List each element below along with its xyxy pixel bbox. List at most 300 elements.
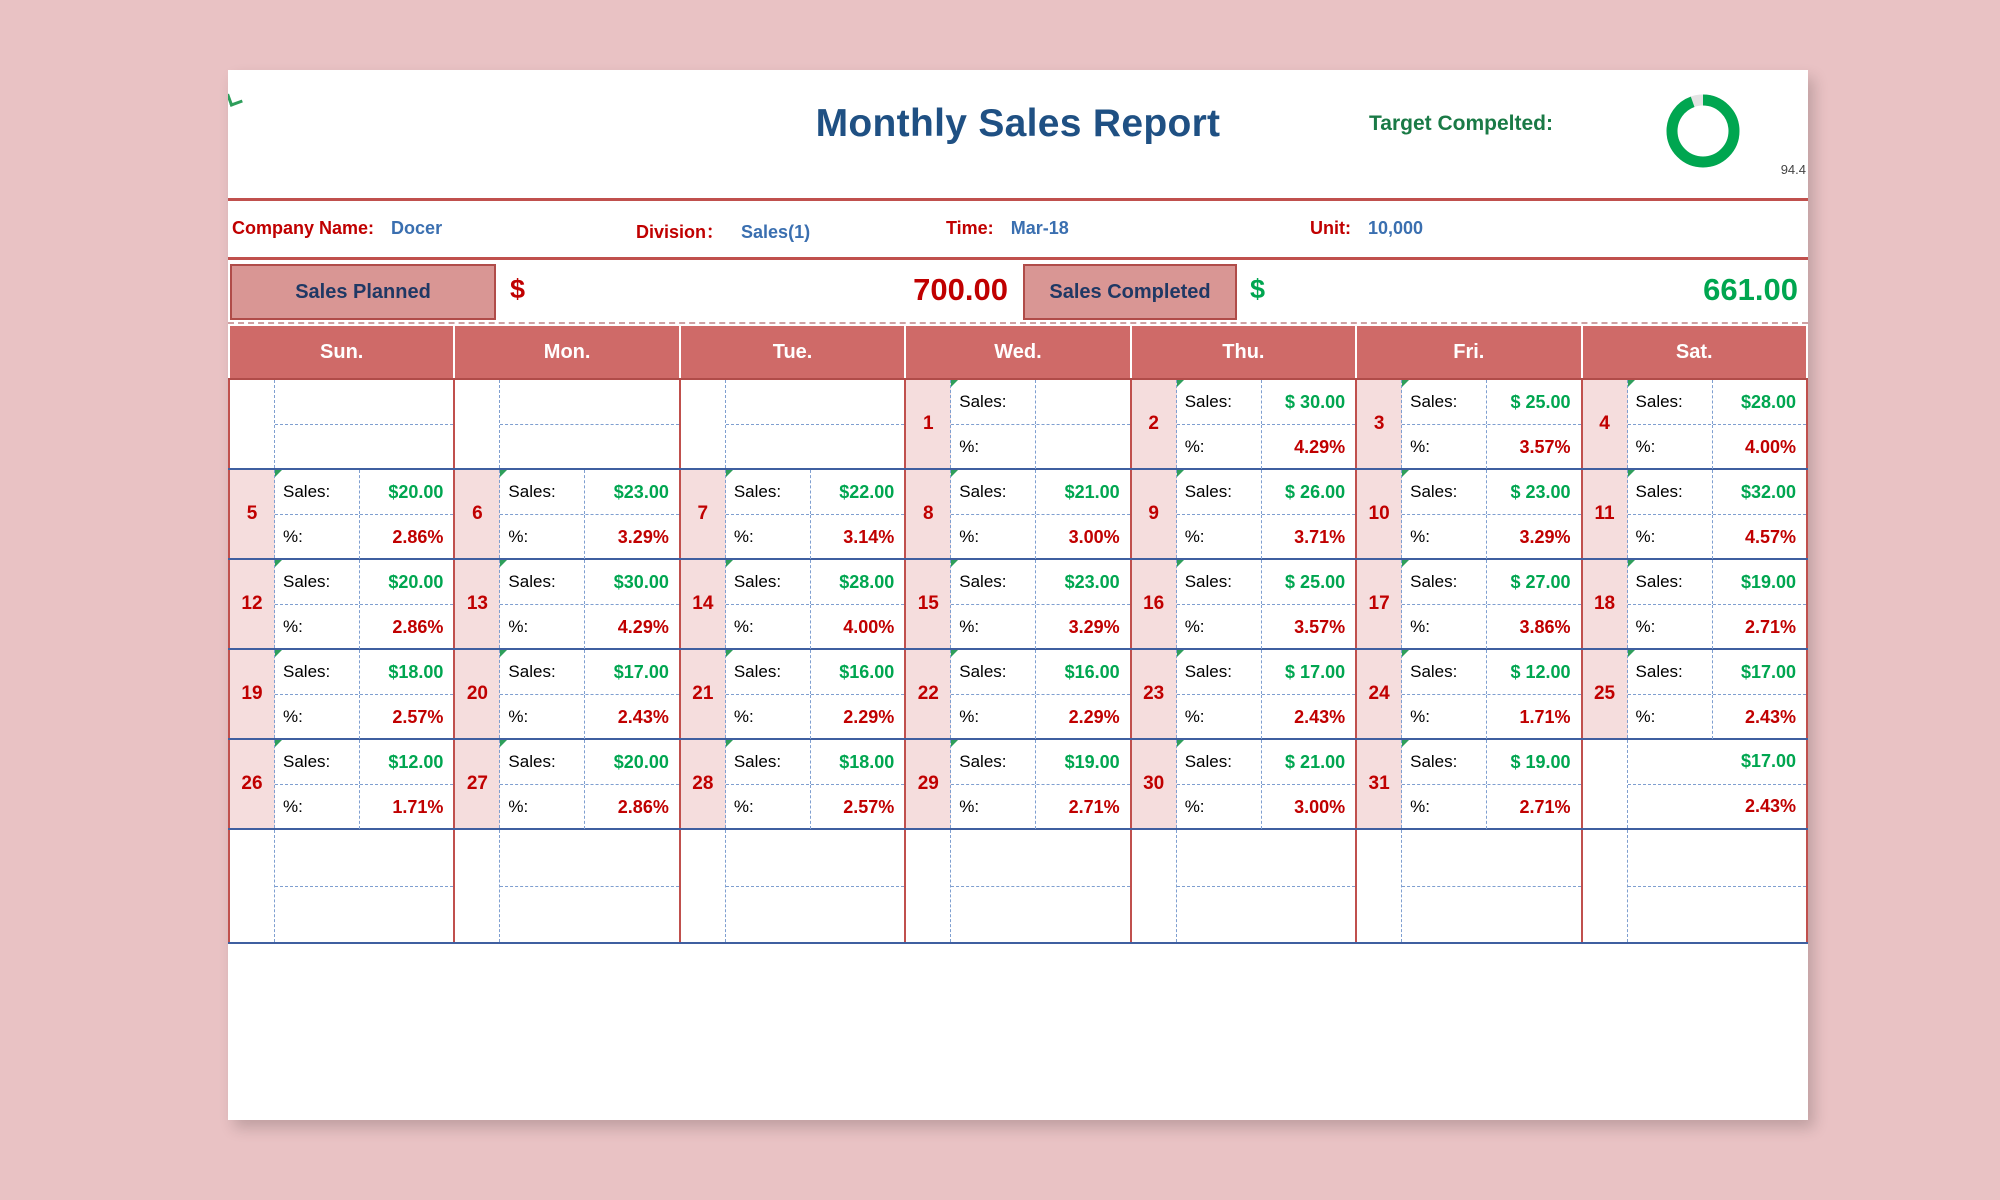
percent-value[interactable]: 4.29% (617, 616, 669, 637)
cell-field-row (275, 515, 453, 559)
cell-field-row (1177, 425, 1355, 469)
cell-field-row (951, 470, 1129, 515)
comment-marker-icon (1628, 560, 1635, 567)
calendar-week-row (229, 649, 1807, 739)
percent-label: %: (275, 695, 360, 739)
day-number: 29 (906, 740, 951, 828)
cell-field-row (726, 470, 904, 515)
sales-value[interactable]: $20.00 (388, 481, 444, 502)
percent-value[interactable]: 2.71% (1068, 796, 1120, 817)
cell-field-row (1177, 740, 1355, 785)
calendar-day-cell[interactable] (229, 559, 454, 649)
calendar-day-cell[interactable] (680, 379, 905, 469)
percent-label: %: (951, 695, 1036, 739)
sales-label: Sales: (1628, 380, 1713, 424)
day-number: 10 (1357, 470, 1402, 558)
calendar-day-cell[interactable] (1131, 559, 1356, 649)
cell-field-row (1402, 470, 1580, 515)
calendar-day-cell[interactable] (680, 739, 905, 829)
comment-marker-icon (1177, 380, 1184, 387)
percent-value[interactable]: 2.43% (1744, 706, 1796, 727)
day-number (1132, 830, 1177, 942)
cell-field-row (951, 515, 1129, 559)
cell-field-row (1177, 515, 1355, 559)
percent-value[interactable]: 4.29% (1294, 436, 1346, 457)
percent-value[interactable]: 4.00% (843, 616, 895, 637)
calendar-day-cell[interactable] (229, 379, 454, 469)
calendar-header-row (229, 325, 1807, 379)
cell-field-row (726, 605, 904, 649)
sales-value[interactable]: $ 27.00 (1510, 571, 1571, 592)
comment-marker-icon (1177, 740, 1184, 747)
percent-value[interactable]: 4.00% (1744, 436, 1796, 457)
percent-value[interactable]: 2.86% (392, 616, 444, 637)
comment-marker-icon (726, 560, 733, 567)
percent-label: %: (1177, 695, 1262, 739)
calendar-day-cell[interactable] (1582, 469, 1807, 559)
calendar-day-cell[interactable] (1356, 379, 1581, 469)
percent-value[interactable]: 2.57% (392, 706, 444, 727)
sales-value[interactable]: $ 12.00 (1510, 661, 1571, 682)
comment-marker-icon (500, 560, 507, 567)
comment-marker-icon (500, 740, 507, 747)
cell-field-row (500, 740, 678, 785)
cell-field-row (275, 470, 453, 515)
calendar-day-cell[interactable] (1582, 829, 1807, 943)
percent-value[interactable]: 3.86% (1519, 616, 1571, 637)
calendar-day-cell[interactable] (1356, 469, 1581, 559)
calendar-day-cell[interactable] (680, 469, 905, 559)
day-number (1583, 830, 1628, 942)
sales-value[interactable]: $21.00 (1064, 481, 1120, 502)
day-number: 5 (230, 470, 275, 558)
calendar-day-cell[interactable] (905, 829, 1130, 943)
calendar-day-cell[interactable] (1131, 649, 1356, 739)
comment-marker-icon (1628, 380, 1635, 387)
calendar-day-cell[interactable] (454, 379, 679, 469)
cell-field-row (1402, 560, 1580, 605)
sales-label: Sales: (1628, 560, 1713, 604)
cell-field-row (951, 425, 1129, 469)
percent-value[interactable]: 2.43% (1294, 706, 1346, 727)
sales-value[interactable]: $18.00 (388, 661, 444, 682)
calendar-day-cell[interactable] (1131, 739, 1356, 829)
calendar-day-cell[interactable] (1356, 739, 1581, 829)
sales-value[interactable]: $ 19.00 (1510, 751, 1571, 772)
calendar-day-cell[interactable] (1131, 379, 1356, 469)
sales-label: Sales: (1402, 380, 1487, 424)
cell-field-row (1177, 650, 1355, 695)
percent-label: %: (500, 515, 585, 559)
percent-value[interactable]: 2.71% (1744, 616, 1796, 637)
percent-value[interactable]: 1.71% (392, 796, 444, 817)
cell-field-row (275, 695, 453, 739)
calendar-day-cell[interactable] (1356, 829, 1581, 943)
comment-marker-icon (1628, 470, 1635, 477)
day-number: 26 (230, 740, 275, 828)
weekday-header-sat: Sat. (1582, 325, 1807, 379)
day-number (906, 830, 951, 942)
time-label: Time: (946, 218, 994, 238)
comment-marker-icon (500, 470, 507, 477)
day-number: 17 (1357, 560, 1402, 648)
sales-planned-label: Sales Planned (230, 264, 496, 320)
percent-value[interactable]: 2.86% (392, 526, 444, 547)
calendar-day-cell[interactable] (680, 559, 905, 649)
day-number: 9 (1132, 470, 1177, 558)
percent-label: %: (1177, 425, 1262, 469)
day-number (230, 380, 275, 468)
calendar-day-cell[interactable] (454, 649, 679, 739)
company-name-field (232, 218, 442, 239)
comment-marker-icon (1177, 560, 1184, 567)
cell-field-row (500, 695, 678, 739)
calendar-week-row (229, 469, 1807, 559)
target-completed-label: Target Compelted: (1369, 112, 1553, 135)
percent-value[interactable]: 1.71% (1519, 706, 1571, 727)
day-number: 18 (1583, 560, 1628, 648)
calendar-day-cell[interactable] (454, 829, 679, 943)
sales-label: Sales: (500, 650, 585, 694)
time-value[interactable]: Mar-18 (1010, 218, 1069, 238)
percent-label: %: (951, 425, 1036, 469)
sales-label: Sales: (500, 470, 585, 514)
calendar-day-cell[interactable] (229, 649, 454, 739)
day-number: 6 (455, 470, 500, 558)
percent-label: %: (1628, 425, 1713, 469)
percent-value[interactable]: 3.00% (1294, 796, 1346, 817)
day-number: 13 (455, 560, 500, 648)
sales-value[interactable]: $23.00 (1064, 571, 1120, 592)
percent-label: %: (726, 515, 811, 559)
sales-label: Sales: (1402, 740, 1487, 784)
calendar-week-row (229, 559, 1807, 649)
percent-value[interactable]: 3.29% (1519, 526, 1571, 547)
calendar-day-cell[interactable] (1356, 649, 1581, 739)
sales-value[interactable]: $17.00 (1740, 751, 1796, 772)
cell-field-row (1628, 650, 1806, 695)
sales-label: Sales: (1402, 560, 1487, 604)
comment-marker-icon (1402, 380, 1409, 387)
cell-field-row (275, 887, 453, 943)
cell-field-row (500, 515, 678, 559)
cell-field-row (1628, 425, 1806, 469)
percent-label: %: (1628, 605, 1713, 649)
day-number: 27 (455, 740, 500, 828)
sales-label: Sales: (951, 380, 1036, 424)
comment-marker-icon (500, 650, 507, 657)
sales-value[interactable]: $16.00 (1064, 661, 1120, 682)
calendar-week-row (229, 739, 1807, 829)
cell-field-row (500, 785, 678, 829)
calendar-day-cell[interactable] (905, 739, 1130, 829)
percent-label: %: (726, 785, 811, 829)
comment-marker-icon (951, 650, 958, 657)
percent-value[interactable]: 3.57% (1519, 436, 1571, 457)
cell-field-row (1628, 470, 1806, 515)
sales-value[interactable]: $18.00 (839, 751, 895, 772)
comment-marker-icon (275, 560, 282, 567)
cell-field-row (951, 650, 1129, 695)
sales-value[interactable]: $ 30.00 (1285, 391, 1346, 412)
comment-marker-icon (951, 740, 958, 747)
calendar-day-cell[interactable] (1582, 559, 1807, 649)
calendar-day-cell[interactable] (229, 829, 454, 943)
target-percent-value: 94.4 (1780, 162, 1806, 177)
calendar-day-cell[interactable] (1131, 469, 1356, 559)
percent-label: %: (951, 785, 1036, 829)
time-field (946, 218, 1069, 239)
percent-value[interactable]: 2.71% (1519, 796, 1571, 817)
sales-completed-value[interactable]: 661.00 (1703, 272, 1798, 307)
day-number: 12 (230, 560, 275, 648)
cell-field-row (500, 560, 678, 605)
unit-label: Unit: (1310, 218, 1351, 238)
percent-label: %: (1177, 605, 1262, 649)
sales-value[interactable]: $19.00 (1064, 751, 1120, 772)
comment-marker-icon (951, 470, 958, 477)
calendar-day-cell[interactable] (905, 379, 1130, 469)
sales-value[interactable]: $ 23.00 (1510, 481, 1571, 502)
percent-value[interactable]: 3.57% (1294, 616, 1346, 637)
percent-label: %: (1177, 785, 1262, 829)
weekday-header-fri: Fri. (1356, 325, 1581, 379)
comment-marker-icon (726, 740, 733, 747)
percent-value[interactable]: 4.57% (1744, 526, 1796, 547)
sales-value[interactable]: $12.00 (388, 751, 444, 772)
cell-field-row (726, 740, 904, 785)
target-donut-chart (1660, 88, 1746, 174)
cell-field-row (500, 830, 678, 887)
cell-field-row (1402, 650, 1580, 695)
calendar-day-cell[interactable] (1131, 829, 1356, 943)
day-number (1583, 740, 1628, 828)
cell-field-row (1177, 887, 1355, 943)
cell-field-row (500, 887, 678, 943)
sales-value[interactable]: $28.00 (839, 571, 895, 592)
day-number: 23 (1132, 650, 1177, 738)
sales-label: Sales: (275, 470, 360, 514)
day-number (455, 830, 500, 942)
sales-label: Sales: (1402, 650, 1487, 694)
sales-label: Sales: (1177, 560, 1262, 604)
sales-value[interactable]: $ 25.00 (1285, 571, 1346, 592)
percent-value[interactable]: 3.71% (1294, 526, 1346, 547)
sales-value[interactable]: $22.00 (839, 481, 895, 502)
sales-value[interactable]: $ 25.00 (1510, 391, 1571, 412)
sales-value[interactable]: $ 26.00 (1285, 481, 1346, 502)
cell-field-row (951, 830, 1129, 887)
sales-value[interactable]: $20.00 (613, 751, 669, 772)
cell-field-row (500, 605, 678, 649)
calendar-day-cell[interactable] (1356, 559, 1581, 649)
percent-value[interactable]: 2.43% (617, 706, 669, 727)
cell-field-row (1177, 560, 1355, 605)
comment-marker-icon (1402, 740, 1409, 747)
cell-field-row (275, 380, 453, 425)
percent-label: %: (275, 605, 360, 649)
cell-field-row (1402, 887, 1580, 943)
sales-value[interactable]: $19.00 (1740, 571, 1796, 592)
percent-label: %: (1628, 695, 1713, 739)
sales-label: Sales: (1177, 470, 1262, 514)
cell-field-row (500, 380, 678, 425)
cell-field-row (726, 887, 904, 943)
sales-value[interactable]: $17.00 (1740, 661, 1796, 682)
day-number (230, 830, 275, 942)
day-number: 21 (681, 650, 726, 738)
cell-field-row (726, 695, 904, 739)
sales-label: Sales: (1177, 740, 1262, 784)
cell-field-row (1177, 785, 1355, 829)
calendar-day-cell[interactable] (905, 649, 1130, 739)
cell-field-row (275, 425, 453, 469)
percent-label: %: (1628, 515, 1713, 559)
percent-value[interactable]: 2.29% (1068, 706, 1120, 727)
percent-label: %: (726, 605, 811, 649)
calendar-day-cell[interactable] (905, 559, 1130, 649)
day-number (1357, 830, 1402, 942)
comment-marker-icon (1177, 470, 1184, 477)
sales-value[interactable]: $28.00 (1740, 391, 1796, 412)
cell-field-row (1628, 515, 1806, 559)
percent-value[interactable]: 3.29% (617, 526, 669, 547)
day-number: 7 (681, 470, 726, 558)
calendar-day-cell[interactable] (454, 559, 679, 649)
sales-value[interactable]: $ 17.00 (1285, 661, 1346, 682)
day-number: 2 (1132, 380, 1177, 468)
percent-value[interactable]: 2.57% (843, 796, 895, 817)
cell-field-row (1402, 830, 1580, 887)
company-name-value[interactable]: Docer (391, 218, 443, 238)
comment-marker-icon (1402, 650, 1409, 657)
calendar-day-cell[interactable] (229, 739, 454, 829)
sales-planned-value[interactable]: 700.00 (913, 272, 1008, 307)
day-number: 4 (1583, 380, 1628, 468)
day-number (681, 380, 726, 468)
cell-field-row (500, 470, 678, 515)
cell-field-row (951, 605, 1129, 649)
day-number: 31 (1357, 740, 1402, 828)
weekday-header-sun: Sun. (229, 325, 454, 379)
day-number: 28 (681, 740, 726, 828)
comment-marker-icon (275, 650, 282, 657)
division-label: Division： (636, 222, 725, 242)
day-number: 1 (906, 380, 951, 468)
day-number: 16 (1132, 560, 1177, 648)
cell-field-row (1402, 785, 1580, 829)
sales-label: Sales: (951, 560, 1036, 604)
calendar-day-cell[interactable] (454, 739, 679, 829)
cell-field-row (1402, 740, 1580, 785)
sales-label: Sales: (500, 560, 585, 604)
percent-value[interactable]: 2.43% (1744, 795, 1796, 816)
weekday-header-tue: Tue. (680, 325, 905, 379)
sales-value[interactable]: $17.00 (613, 661, 669, 682)
sales-value[interactable]: $32.00 (1740, 481, 1796, 502)
comment-marker-icon (726, 470, 733, 477)
cell-field-row (1628, 740, 1806, 785)
company-name-label: Company Name: (232, 218, 375, 238)
comment-marker-icon (275, 740, 282, 747)
cell-field-row (1402, 605, 1580, 649)
sales-label: Sales: (726, 740, 811, 784)
calendar-body (229, 379, 1807, 943)
unit-value[interactable]: 10,000 (1368, 218, 1424, 238)
percent-value[interactable]: 2.29% (843, 706, 895, 727)
percent-label: %: (1402, 695, 1487, 739)
cell-field-row (1402, 380, 1580, 425)
calendar-day-cell[interactable] (680, 829, 905, 943)
cell-field-row (1628, 695, 1806, 739)
cell-field-row (1402, 695, 1580, 739)
percent-label: %: (951, 605, 1036, 649)
sales-value[interactable]: $16.00 (839, 661, 895, 682)
division-value[interactable]: Sales(1) (741, 222, 811, 242)
day-number: 11 (1583, 470, 1628, 558)
sales-completed-currency: $ (1250, 274, 1266, 304)
comment-marker-icon (1402, 560, 1409, 567)
calendar-day-cell[interactable] (229, 469, 454, 559)
percent-label: %: (726, 695, 811, 739)
comment-marker-icon (1402, 470, 1409, 477)
day-number: 8 (906, 470, 951, 558)
calendar-day-cell[interactable] (454, 469, 679, 559)
calendar-day-cell[interactable] (1582, 649, 1807, 739)
cell-field-row (1177, 830, 1355, 887)
calendar-day-cell[interactable] (1582, 379, 1807, 469)
percent-label: %: (951, 515, 1036, 559)
percent-label: %: (500, 695, 585, 739)
percent-value[interactable]: 3.14% (843, 526, 895, 547)
spreadsheet-canvas (228, 70, 1808, 1120)
calendar-day-cell[interactable] (1582, 739, 1807, 829)
cell-field-row (1628, 380, 1806, 425)
cell-field-row (275, 650, 453, 695)
sales-label: Sales: (1628, 650, 1713, 694)
day-number (681, 830, 726, 942)
day-number: 24 (1357, 650, 1402, 738)
calendar-day-cell[interactable] (680, 649, 905, 739)
percent-value[interactable]: 2.86% (617, 796, 669, 817)
cell-field-row (1402, 515, 1580, 559)
cell-field-row (1177, 470, 1355, 515)
weekday-header-wed: Wed. (905, 325, 1130, 379)
percent-label: %: (1402, 605, 1487, 649)
cell-field-row (726, 425, 904, 469)
sales-value[interactable]: $20.00 (388, 571, 444, 592)
cell-field-row (951, 740, 1129, 785)
cell-field-row (726, 650, 904, 695)
sales-value[interactable]: $23.00 (613, 481, 669, 502)
day-number: 14 (681, 560, 726, 648)
sales-label: Sales: (1177, 380, 1262, 424)
cell-field-row (500, 650, 678, 695)
comment-marker-icon (275, 470, 282, 477)
sales-label: Sales: (726, 560, 811, 604)
percent-value[interactable]: 3.00% (1068, 526, 1120, 547)
cell-field-row (726, 830, 904, 887)
sales-label: Sales: (275, 740, 360, 784)
percent-label: %: (275, 785, 360, 829)
sales-value[interactable]: $30.00 (613, 571, 669, 592)
sales-value[interactable]: $ 21.00 (1285, 751, 1346, 772)
cell-field-row (951, 380, 1129, 425)
percent-value[interactable]: 3.29% (1068, 616, 1120, 637)
sales-label: Sales: (951, 470, 1036, 514)
calendar-day-cell[interactable] (905, 469, 1130, 559)
page-title: Monthly Sales Report (815, 102, 1221, 145)
